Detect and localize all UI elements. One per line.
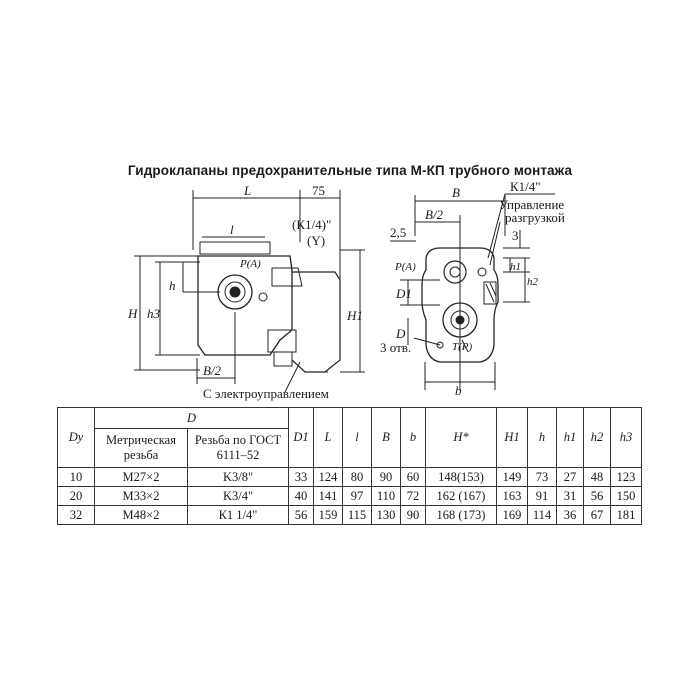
col-metric: Метрическая резьба (95, 429, 188, 468)
table-cell: 40 (289, 487, 314, 506)
col-D-group: D (95, 408, 289, 429)
page-title: Гидроклапаны предохранительные типа М-КП трубного монтажа (127, 163, 573, 178)
table-cell: 31 (557, 487, 584, 506)
table-cell: 80 (343, 468, 372, 487)
y-label: (Y) (307, 233, 326, 248)
table-row (58, 468, 642, 487)
table-cell: 150 (611, 487, 642, 506)
dim-h2-label: h2 (527, 276, 538, 288)
table-cell: 148(153) (426, 468, 497, 487)
table-cell: 181 (611, 506, 642, 525)
upravlenie-label: Управление (499, 197, 565, 212)
table-cell: 168 (173) (426, 506, 497, 525)
table-cell: 130 (372, 506, 401, 525)
table-cell: 67 (584, 506, 611, 525)
razgruzkoy-label: разгрузкой (505, 210, 565, 225)
table-cell: М33×2 (95, 487, 188, 506)
col-h2: h2 (584, 408, 611, 468)
table-cell: М27×2 (95, 468, 188, 487)
col-H1: H1 (497, 408, 528, 468)
table-cell: 149 (497, 468, 528, 487)
dim-h3-label: h3 (147, 306, 160, 321)
table-cell: 60 (401, 468, 426, 487)
col-gost: Резьба по ГОСТ 6111–52 (188, 429, 289, 468)
dim-3-label: 3 (512, 228, 519, 243)
table-cell: 36 (557, 506, 584, 525)
table-cell: 115 (343, 506, 372, 525)
table-cell: 123 (611, 468, 642, 487)
table-cell: 97 (343, 487, 372, 506)
table-cell: 90 (372, 468, 401, 487)
table-cell: K3/4" (188, 487, 289, 506)
dim-b2-left-label: B/2 (203, 363, 222, 378)
table-cell: 33 (289, 468, 314, 487)
table-cell: 169 (497, 506, 528, 525)
table-cell: К1 1/4" (188, 506, 289, 525)
k14-label: К1/4" (510, 179, 541, 194)
dim-H-label: H (128, 306, 138, 321)
dim-b2-right-label: B/2 (425, 207, 444, 222)
table-cell: 73 (528, 468, 557, 487)
table-cell: 72 (401, 487, 426, 506)
dim-H1-label: H1 (347, 308, 363, 323)
dim-B-label: B (452, 185, 460, 200)
table-cell: 27 (557, 468, 584, 487)
dim-D1-label: D1 (396, 286, 412, 301)
table-cell: 163 (497, 487, 528, 506)
table-cell: 124 (314, 468, 343, 487)
col-l: l (343, 408, 372, 468)
pa-right-label: P(A) (395, 261, 416, 273)
table-cell: 114 (528, 506, 557, 525)
spec-table (57, 407, 642, 525)
table-row (58, 506, 642, 525)
table-cell: М48×2 (95, 506, 188, 525)
table-cell: 32 (58, 506, 95, 525)
col-b: b (401, 408, 426, 468)
tp-label: T(P) (452, 341, 473, 353)
dim-b-label: b (455, 383, 462, 398)
dim-75-label: 75 (312, 183, 325, 198)
col-h3: h3 (611, 408, 642, 468)
col-L: L (314, 408, 343, 468)
table-row (58, 487, 642, 506)
col-h: h (528, 408, 557, 468)
pa-left-label: P(A) (240, 258, 261, 270)
col-H: H* (426, 408, 497, 468)
table-cell: 56 (289, 506, 314, 525)
table-cell: 159 (314, 506, 343, 525)
table-cell: 48 (584, 468, 611, 487)
table-cell: 162 (167) (426, 487, 497, 506)
dim-h1-label: h1 (510, 261, 521, 273)
table-cell: 90 (401, 506, 426, 525)
col-B: B (372, 408, 401, 468)
dim-L-label: L (244, 183, 252, 198)
table-cell: 10 (58, 468, 95, 487)
table-cell: 141 (314, 487, 343, 506)
table-cell: 91 (528, 487, 557, 506)
dim-25-label: 2,5 (390, 225, 407, 240)
col-D1: D1 (289, 408, 314, 468)
dim-h-label: h (169, 278, 176, 293)
table-cell: 20 (58, 487, 95, 506)
table-cell: 56 (584, 487, 611, 506)
col-h1: h1 (557, 408, 584, 468)
dim-l-label: l (230, 222, 234, 237)
k14-paren-label: (К1/4)" (292, 217, 332, 232)
table-cell: K3/8" (188, 468, 289, 487)
electro-caption: С электроуправлением (203, 386, 329, 401)
otv-label: 3 отв. (380, 340, 412, 355)
table-cell: 110 (372, 487, 401, 506)
col-dy: Dy (58, 408, 95, 468)
dim-D-label: D (396, 326, 406, 341)
